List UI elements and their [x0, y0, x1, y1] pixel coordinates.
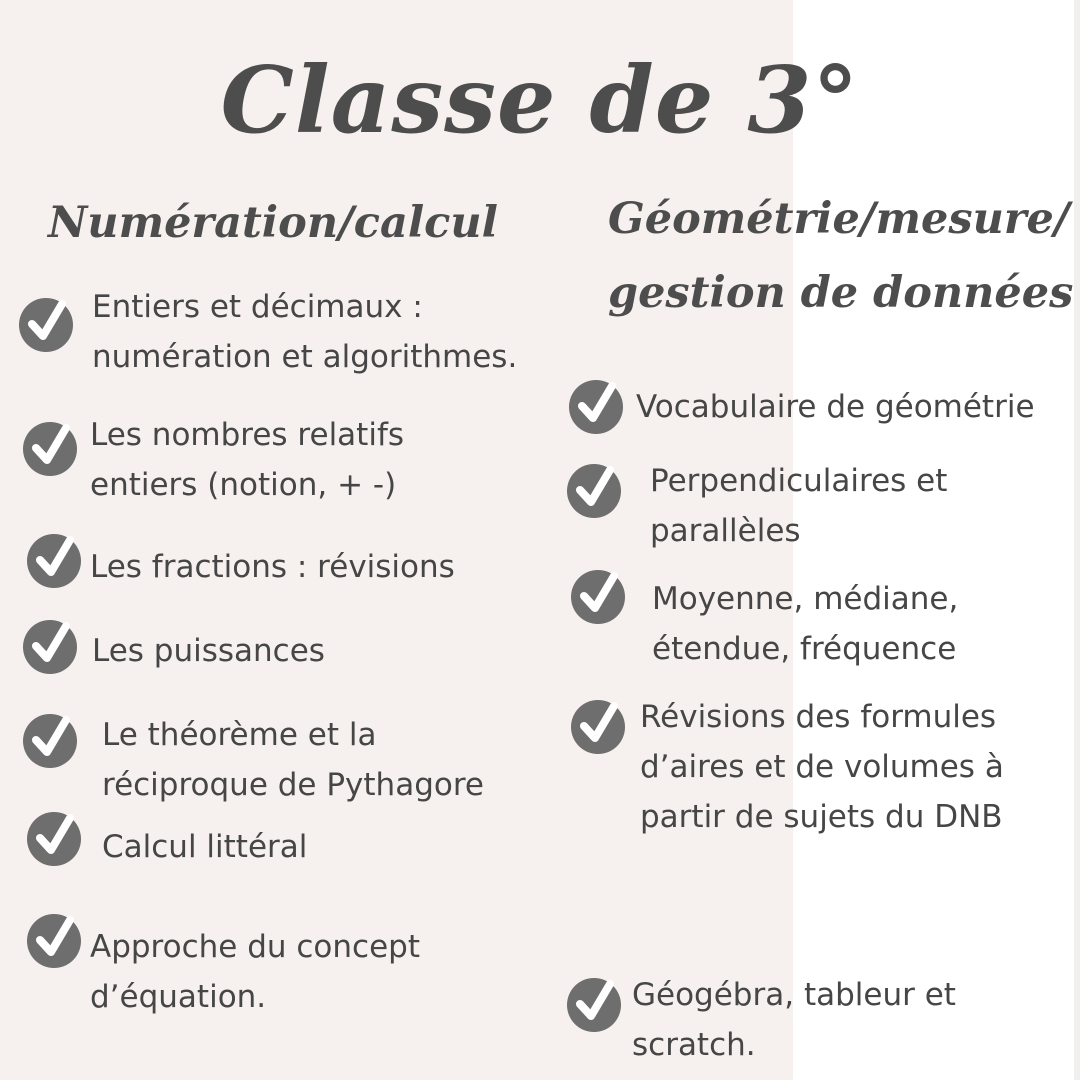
list-item-line: Le théorème et la [102, 717, 377, 753]
check-circle-icon [570, 566, 628, 624]
list-item-line: Moyenne, médiane, [652, 581, 959, 617]
check-circle-icon [26, 530, 84, 588]
left-column-heading: Numération/calcul [48, 198, 498, 248]
list-item-line: parallèles [650, 513, 801, 549]
check-circle-icon [26, 910, 84, 968]
right-column-heading-line: gestion de données [608, 268, 1074, 318]
list-item-line: numération et algorithmes. [92, 339, 518, 375]
list-item-line: Révisions des formules [640, 699, 997, 735]
list-item-line: entiers (notion, + -) [90, 467, 397, 503]
check-circle-icon [570, 696, 628, 754]
list-item-line: étendue, fréquence [652, 631, 957, 667]
list-item-line: Approche du concept [90, 929, 420, 965]
check-circle-icon [566, 974, 624, 1032]
check-circle-icon [22, 418, 80, 476]
list-item-line: Les puissances [92, 633, 325, 669]
list-item-line: Vocabulaire de géométrie [636, 389, 1035, 425]
list-item-line: d’équation. [90, 979, 267, 1015]
list-item-line: partir de sujets du DNB [640, 799, 1003, 835]
right-column-heading [608, 182, 1078, 330]
list-item-line: Calcul littéral [102, 829, 308, 865]
list-item-line: d’aires et de volumes à [640, 749, 1004, 785]
list-item-line: Perpendiculaires et [650, 463, 948, 499]
check-circle-icon [22, 616, 80, 674]
check-circle-icon [566, 460, 624, 518]
list-item-line: Géogébra, tableur et [632, 977, 956, 1013]
list-item-line: scratch. [632, 1027, 756, 1063]
right-column-heading-line: Géométrie/mesure/ [608, 194, 1070, 244]
check-circle-icon [22, 710, 80, 768]
check-circle-icon [26, 808, 84, 866]
check-circle-icon [18, 294, 76, 352]
right-edge-strip [1074, 0, 1080, 1080]
list-item-line: réciproque de Pythagore [102, 767, 484, 803]
list-item-line: Les nombres relatifs [90, 417, 405, 453]
check-circle-icon [568, 376, 626, 434]
page-title: Classe de 3° [220, 46, 860, 154]
list-item-line: Les fractions : révisions [90, 549, 455, 585]
list-item-line: Entiers et décimaux : [92, 289, 423, 325]
